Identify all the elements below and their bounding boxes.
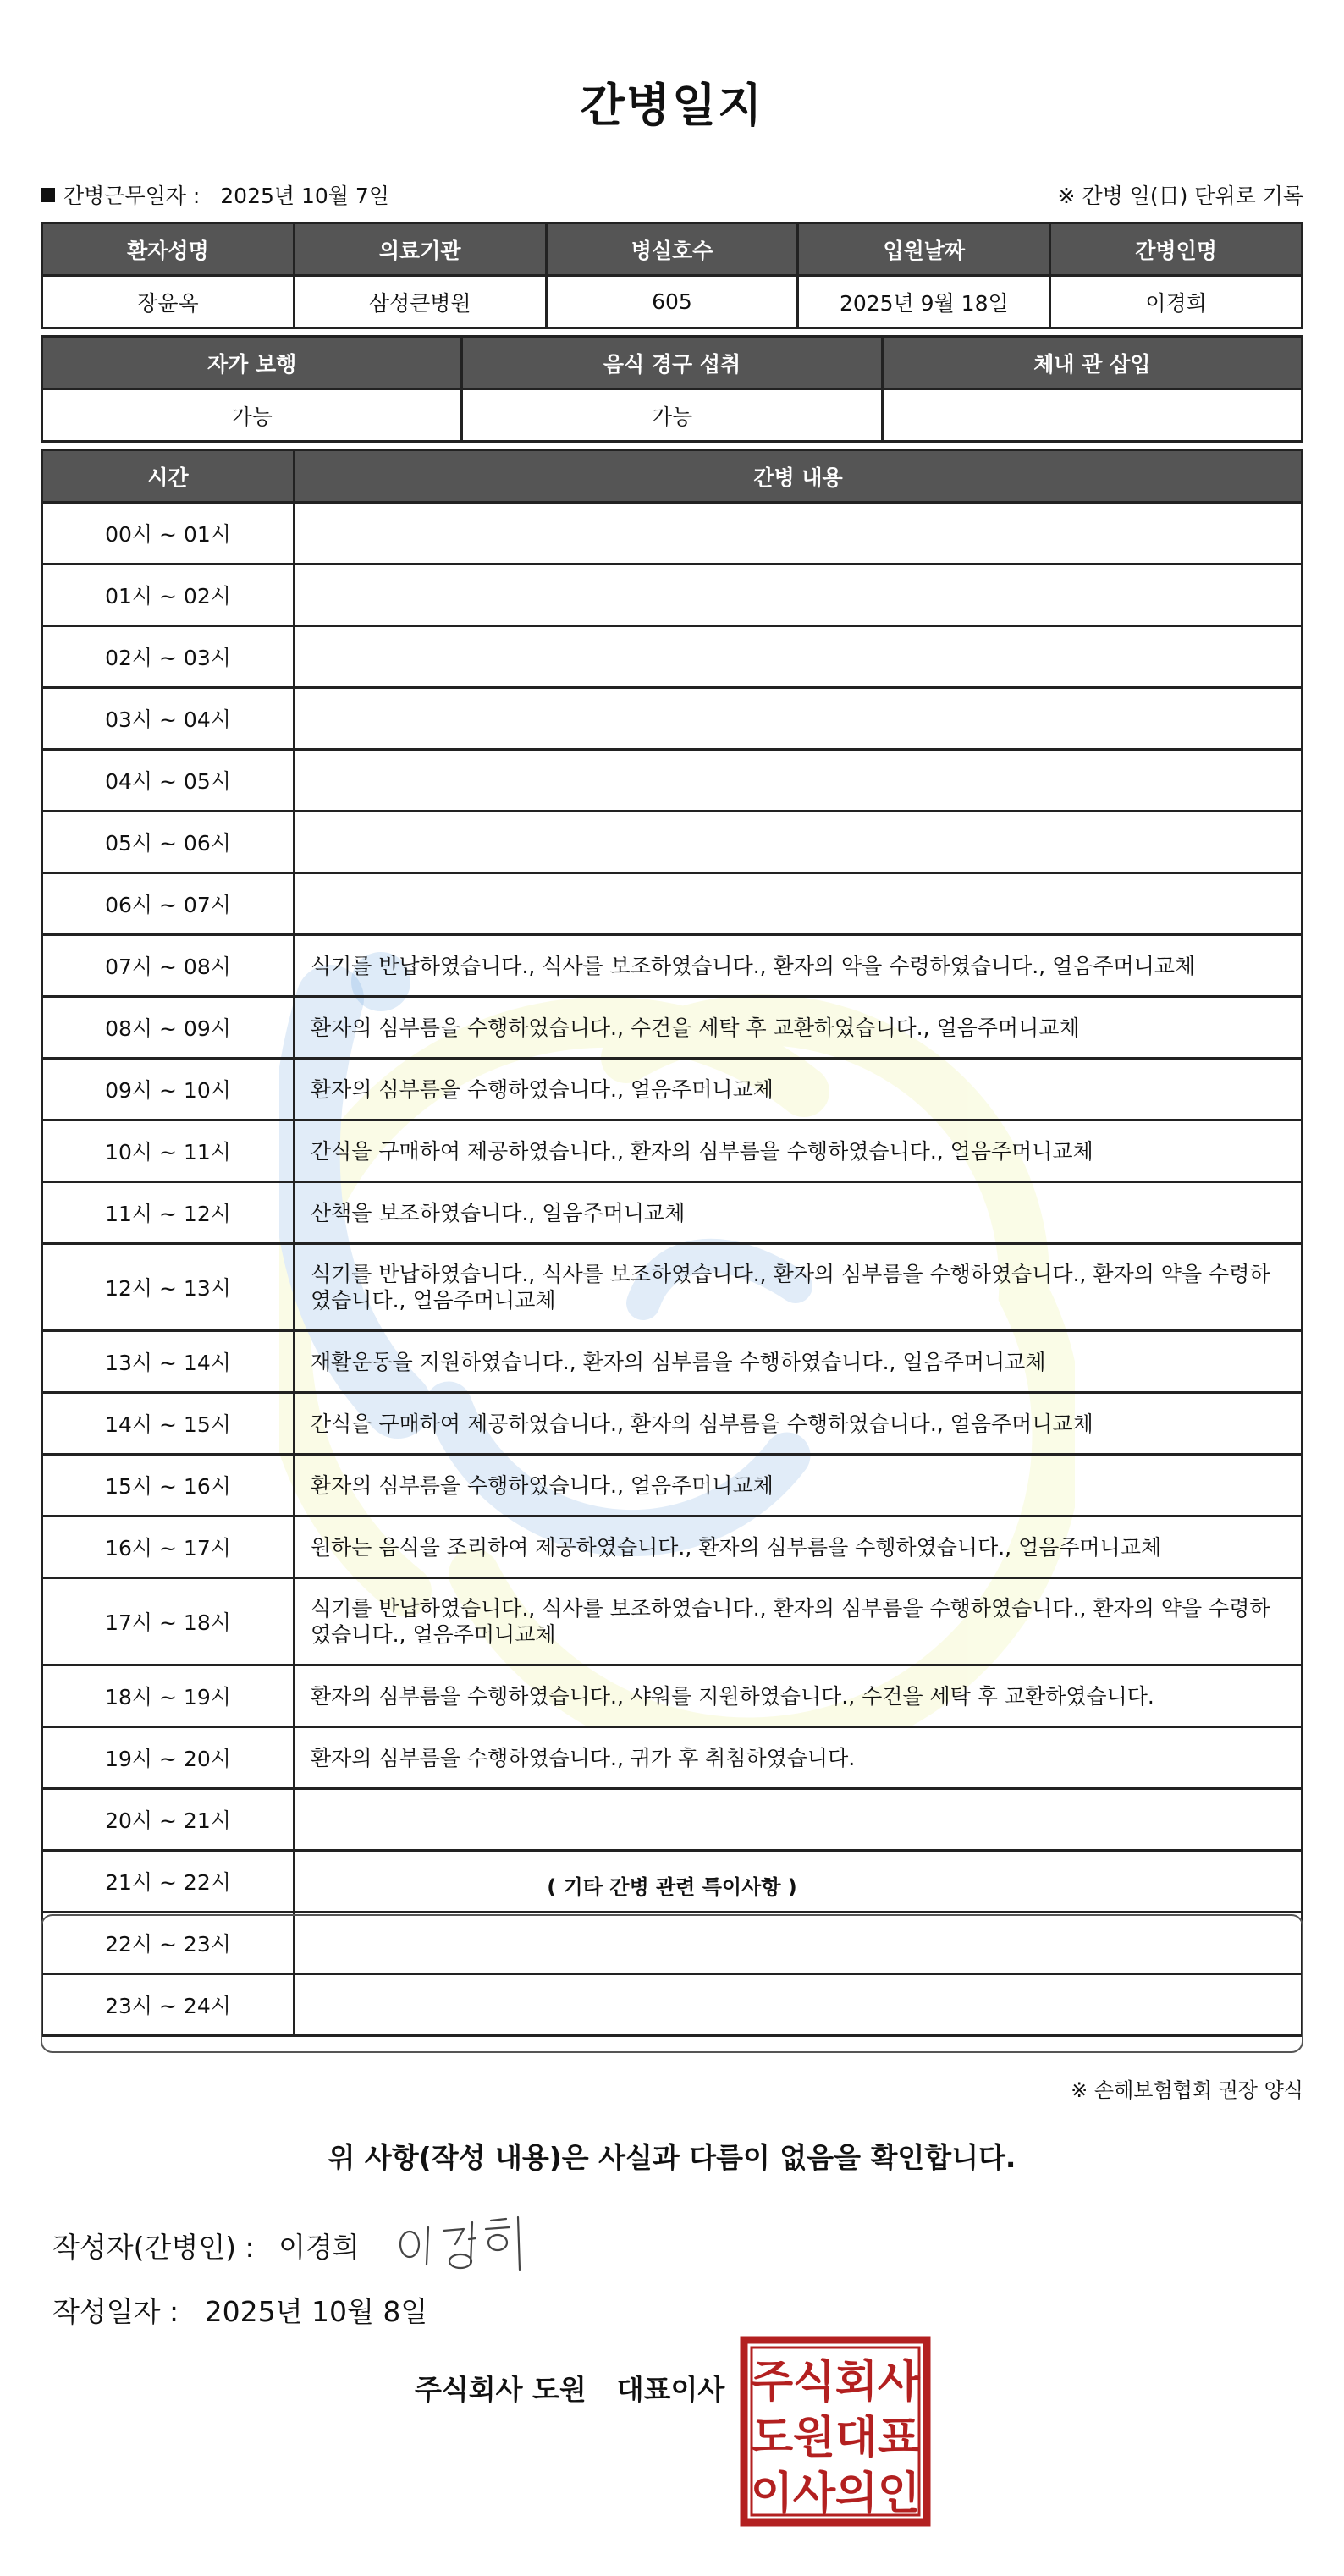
work-date-value: 2025년 10월 7일 — [220, 184, 389, 208]
log-time: 18시 ~ 19시 — [42, 1665, 295, 1727]
caregiver-name: 이경희 — [1050, 276, 1303, 328]
work-date-label: 간병근무일자 : — [63, 184, 201, 208]
log-row — [42, 503, 1303, 564]
work-date — [41, 179, 389, 210]
log-content — [295, 812, 1303, 873]
log-content: 식기를 반납하였습니다., 식사를 보조하였습니다., 환자의 약을 수령하였습니다., 얼음주머니교체 — [295, 935, 1303, 997]
log-content — [295, 1789, 1303, 1851]
log-time: 00시 ~ 01시 — [42, 503, 295, 564]
write-date-label: 작성일자 : — [52, 2295, 179, 2328]
author-value: 이경희 — [278, 2231, 360, 2264]
room-number: 605 — [546, 276, 798, 328]
author-label: 작성자(간병인) : — [52, 2231, 255, 2264]
seal-character: 이 — [750, 2469, 794, 2519]
log-row — [42, 688, 1303, 750]
header-tube-insertion: 체내 관 삽입 — [882, 337, 1302, 389]
log-time: 17시 ~ 18시 — [42, 1578, 295, 1665]
log-time: 21시 ~ 22시 — [42, 1851, 295, 1913]
seal-character: 대 — [834, 2413, 879, 2463]
log-time: 12시 ~ 13시 — [42, 1244, 295, 1331]
log-row — [42, 1665, 1303, 1727]
log-content: 원하는 음식을 조리하여 제공하였습니다., 환자의 심부름을 수행하였습니다., 얼음주머니교체 — [295, 1516, 1303, 1578]
log-content: 환자의 심부름을 수행하였습니다., 귀가 후 취침하였습니다. — [295, 1727, 1303, 1789]
log-row — [42, 1727, 1303, 1789]
author — [52, 2226, 360, 2265]
log-time: 20시 ~ 21시 — [42, 1789, 295, 1851]
log-row — [42, 626, 1303, 688]
log-content — [295, 564, 1303, 626]
log-time: 15시 ~ 16시 — [42, 1455, 295, 1516]
log-time: 03시 ~ 04시 — [42, 688, 295, 750]
log-time: 23시 ~ 24시 — [42, 1974, 295, 2036]
header-admission-date: 입원날짜 — [798, 223, 1050, 276]
log-content: 간식을 구매하여 제공하였습니다., 환자의 심부름을 수행하였습니다., 얼음주머니교체 — [295, 1393, 1303, 1455]
log-time: 10시 ~ 11시 — [42, 1120, 295, 1182]
write-date-value: 2025년 10월 8일 — [204, 2295, 428, 2328]
seal-character: 의 — [834, 2469, 879, 2519]
log-row — [42, 1516, 1303, 1578]
special-notes-box — [41, 1914, 1303, 2053]
seal-character: 주 — [750, 2357, 794, 2408]
write-date — [52, 2290, 427, 2330]
hospital: 삼성큰병원 — [294, 276, 546, 328]
log-time: 05시 ~ 06시 — [42, 812, 295, 873]
confirmation-statement: 위 사항(작성 내용)은 사실과 다름이 없음을 확인합니다. — [328, 2141, 1016, 2174]
log-content: 산책을 보조하였습니다., 얼음주머니교체 — [295, 1182, 1303, 1244]
page-title: 간병일지 — [580, 79, 764, 132]
care-log-table — [41, 449, 1303, 2037]
log-time: 16시 ~ 17시 — [42, 1516, 295, 1578]
company-seal-stamp — [740, 2336, 931, 2527]
log-content: 재활운동을 지원하였습니다., 환자의 심부름을 수행하였습니다., 얼음주머니교체 — [295, 1331, 1303, 1393]
handwritten-signature — [391, 2210, 543, 2278]
seal-character: 사 — [877, 2357, 921, 2408]
log-time: 13시 ~ 14시 — [42, 1331, 295, 1393]
log-time: 01시 ~ 02시 — [42, 564, 295, 626]
log-content: 환자의 심부름을 수행하였습니다., 수건을 세탁 후 교환하였습니다., 얼음주머니교체 — [295, 997, 1303, 1059]
log-time: 11시 ~ 12시 — [42, 1182, 295, 1244]
log-row — [42, 873, 1303, 935]
log-time: 02시 ~ 03시 — [42, 626, 295, 688]
header-patient-name: 환자성명 — [42, 223, 295, 276]
log-row — [42, 812, 1303, 873]
self-walking: 가능 — [42, 389, 462, 442]
log-content — [295, 626, 1303, 688]
company — [415, 2368, 724, 2408]
log-time: 07시 ~ 08시 — [42, 935, 295, 997]
patient-info-table — [41, 222, 1303, 329]
bottom-note: ※ 손해보험협회 권장 양식 — [1071, 2078, 1303, 2102]
patient-status-table — [41, 335, 1303, 443]
company-name: 주식회사 도원 — [415, 2373, 587, 2406]
log-time: 04시 ~ 05시 — [42, 750, 295, 812]
seal-character: 원 — [792, 2413, 836, 2463]
header-caregiver-name: 간병인명 — [1050, 223, 1303, 276]
log-content: 식기를 반납하였습니다., 식사를 보조하였습니다., 환자의 심부름을 수행하였습니다., 환자의 약을 수령하였습니다., 얼음주머니교체 — [295, 1244, 1303, 1331]
admission-date: 2025년 9월 18일 — [798, 276, 1050, 328]
log-time: 06시 ~ 07시 — [42, 873, 295, 935]
oral-intake: 가능 — [462, 389, 882, 442]
log-row — [42, 564, 1303, 626]
log-row — [42, 1182, 1303, 1244]
header-care-content: 간병 내용 — [295, 450, 1303, 503]
log-row — [42, 1578, 1303, 1665]
log-row — [42, 1244, 1303, 1331]
log-content: 환자의 심부름을 수행하였습니다., 얼음주머니교체 — [295, 1059, 1303, 1120]
seal-character: 도 — [750, 2413, 794, 2463]
bullet-square-icon — [41, 188, 55, 202]
log-row — [42, 1120, 1303, 1182]
log-content: 환자의 심부름을 수행하였습니다., 샤워를 지원하였습니다., 수건을 세탁 후 교환하였습니다. — [295, 1665, 1303, 1727]
log-row — [42, 1789, 1303, 1851]
log-row — [42, 935, 1303, 997]
log-content — [295, 688, 1303, 750]
seal-character: 식 — [792, 2357, 836, 2408]
header-room-number: 병실호수 — [546, 223, 798, 276]
seal-character: 회 — [834, 2357, 879, 2408]
special-notes-title: ( 기타 간병 관련 특이사항 ) — [547, 1875, 797, 1899]
log-time: 08시 ~ 09시 — [42, 997, 295, 1059]
seal-character: 인 — [877, 2469, 921, 2519]
header-oral-intake: 음식 경구 섭취 — [462, 337, 882, 389]
tube-insertion — [882, 389, 1302, 442]
company-representative: 대표이사 — [616, 2373, 725, 2406]
log-time: 22시 ~ 23시 — [42, 1913, 295, 1974]
log-time: 14시 ~ 15시 — [42, 1393, 295, 1455]
log-content — [295, 873, 1303, 935]
header-self-walking: 자가 보행 — [42, 337, 462, 389]
top-note: ※ 간병 일(日) 단위로 기록 — [1057, 184, 1303, 208]
header-time: 시간 — [42, 450, 295, 503]
log-content — [295, 750, 1303, 812]
log-time: 19시 ~ 20시 — [42, 1727, 295, 1789]
log-row — [42, 1455, 1303, 1516]
seal-character: 사 — [792, 2469, 836, 2519]
patient-name: 장윤옥 — [42, 276, 295, 328]
log-row — [42, 1393, 1303, 1455]
log-content — [295, 503, 1303, 564]
header-hospital: 의료기관 — [294, 223, 546, 276]
log-row — [42, 750, 1303, 812]
log-content: 환자의 심부름을 수행하였습니다., 얼음주머니교체 — [295, 1455, 1303, 1516]
log-content: 간식을 구매하여 제공하였습니다., 환자의 심부름을 수행하였습니다., 얼음주머니교체 — [295, 1120, 1303, 1182]
log-row — [42, 1331, 1303, 1393]
log-time: 09시 ~ 10시 — [42, 1059, 295, 1120]
seal-character: 표 — [877, 2413, 921, 2463]
log-row — [42, 1059, 1303, 1120]
log-content: 식기를 반납하였습니다., 식사를 보조하였습니다., 환자의 심부름을 수행하였습니다., 환자의 약을 수령하였습니다., 얼음주머니교체 — [295, 1578, 1303, 1665]
log-row — [42, 997, 1303, 1059]
